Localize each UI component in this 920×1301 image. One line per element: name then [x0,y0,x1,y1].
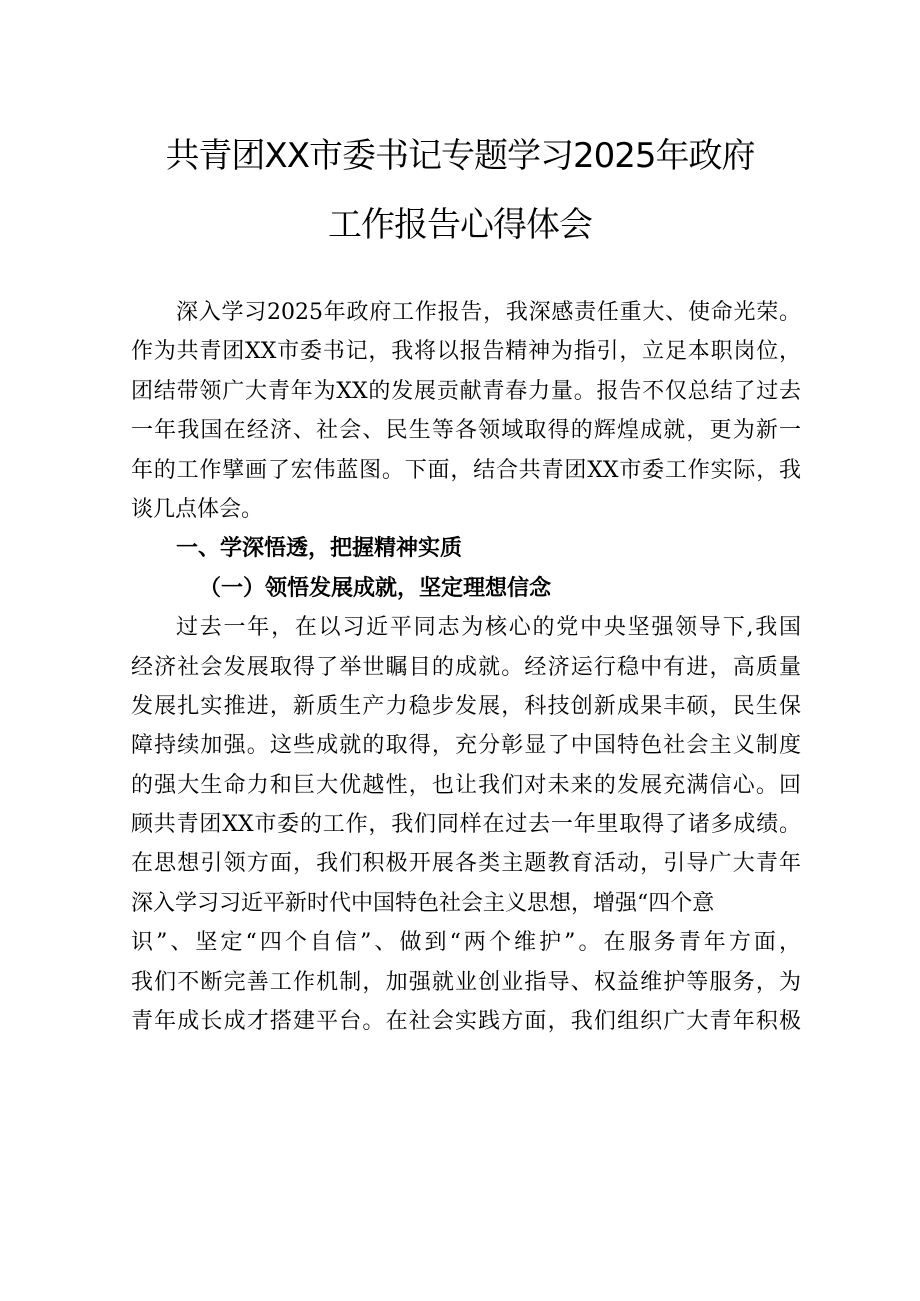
intro-line: 深入学习2025年政府工作报告，我深感责任重大、使命光荣。 [176,300,801,325]
document-title-line-2: 工作报告心得体会 [328,205,592,245]
intro-line: 一年我国在经济、社会、民生等各领域取得的辉煌成就，更为新一 [131,418,801,444]
paragraph-line: 经济社会发展取得了举世瞩目的成就。经济运行稳中有进，高质量 [131,654,801,680]
paragraph-line: 深入学习习近平新时代中国特色社会主义思想，增强“四个意 [131,890,715,916]
document-body [131,293,801,1041]
paragraph-line: 在思想引领方面，我们积极开展各类主题教育活动，引导广大青年 [131,851,801,877]
paragraph-line: 我们不断完善工作机制，加强就业创业指导、权益维护等服务，为 [131,969,801,995]
document-title-line-1: 共青团XX市委书记专题学习2025年政府 [165,136,755,176]
paragraph-line: 的强大生命力和巨大优越性，也让我们对未来的发展充满信心。回 [131,772,801,798]
intro-line: 团结带领广大青年为XX的发展贡献青春力量。报告不仅总结了过去 [131,378,801,404]
paragraph-line: 过去一年，在以习近平同志为核心的党中央坚强领导下,我国 [176,615,801,641]
intro-line: 年的工作擘画了宏伟蓝图。下面，结合共青团XX市委工作实际，我 [131,457,801,483]
paragraph-line: 识”、坚定“四个自信”、做到“两个维护”。在服务青年方面， [131,930,801,956]
paragraph-line: 障持续加强。这些成就的取得，充分彰显了中国特色社会主义制度 [131,733,801,759]
paragraph-line: 发展扎实推进，新质生产力稳步发展，科技创新成果丰硕，民生保 [131,693,801,719]
paragraph-line: 青年成长成才搭建平台。在社会实践方面，我们组织广大青年积极 [131,1009,801,1035]
section-heading: 一、学深悟透，把握精神实质 [176,536,463,562]
subsection-heading: （一）领悟发展成就，坚定理想信念 [199,575,552,601]
paragraph-line: 顾共青团XX市委的工作，我们同样在过去一年里取得了诸多成绩。 [131,812,801,838]
intro-line: 作为共青团XX市委书记，我将以报告精神为指引，立足本职岗位， [131,339,801,365]
intro-line: 谈几点体会。 [131,496,264,522]
